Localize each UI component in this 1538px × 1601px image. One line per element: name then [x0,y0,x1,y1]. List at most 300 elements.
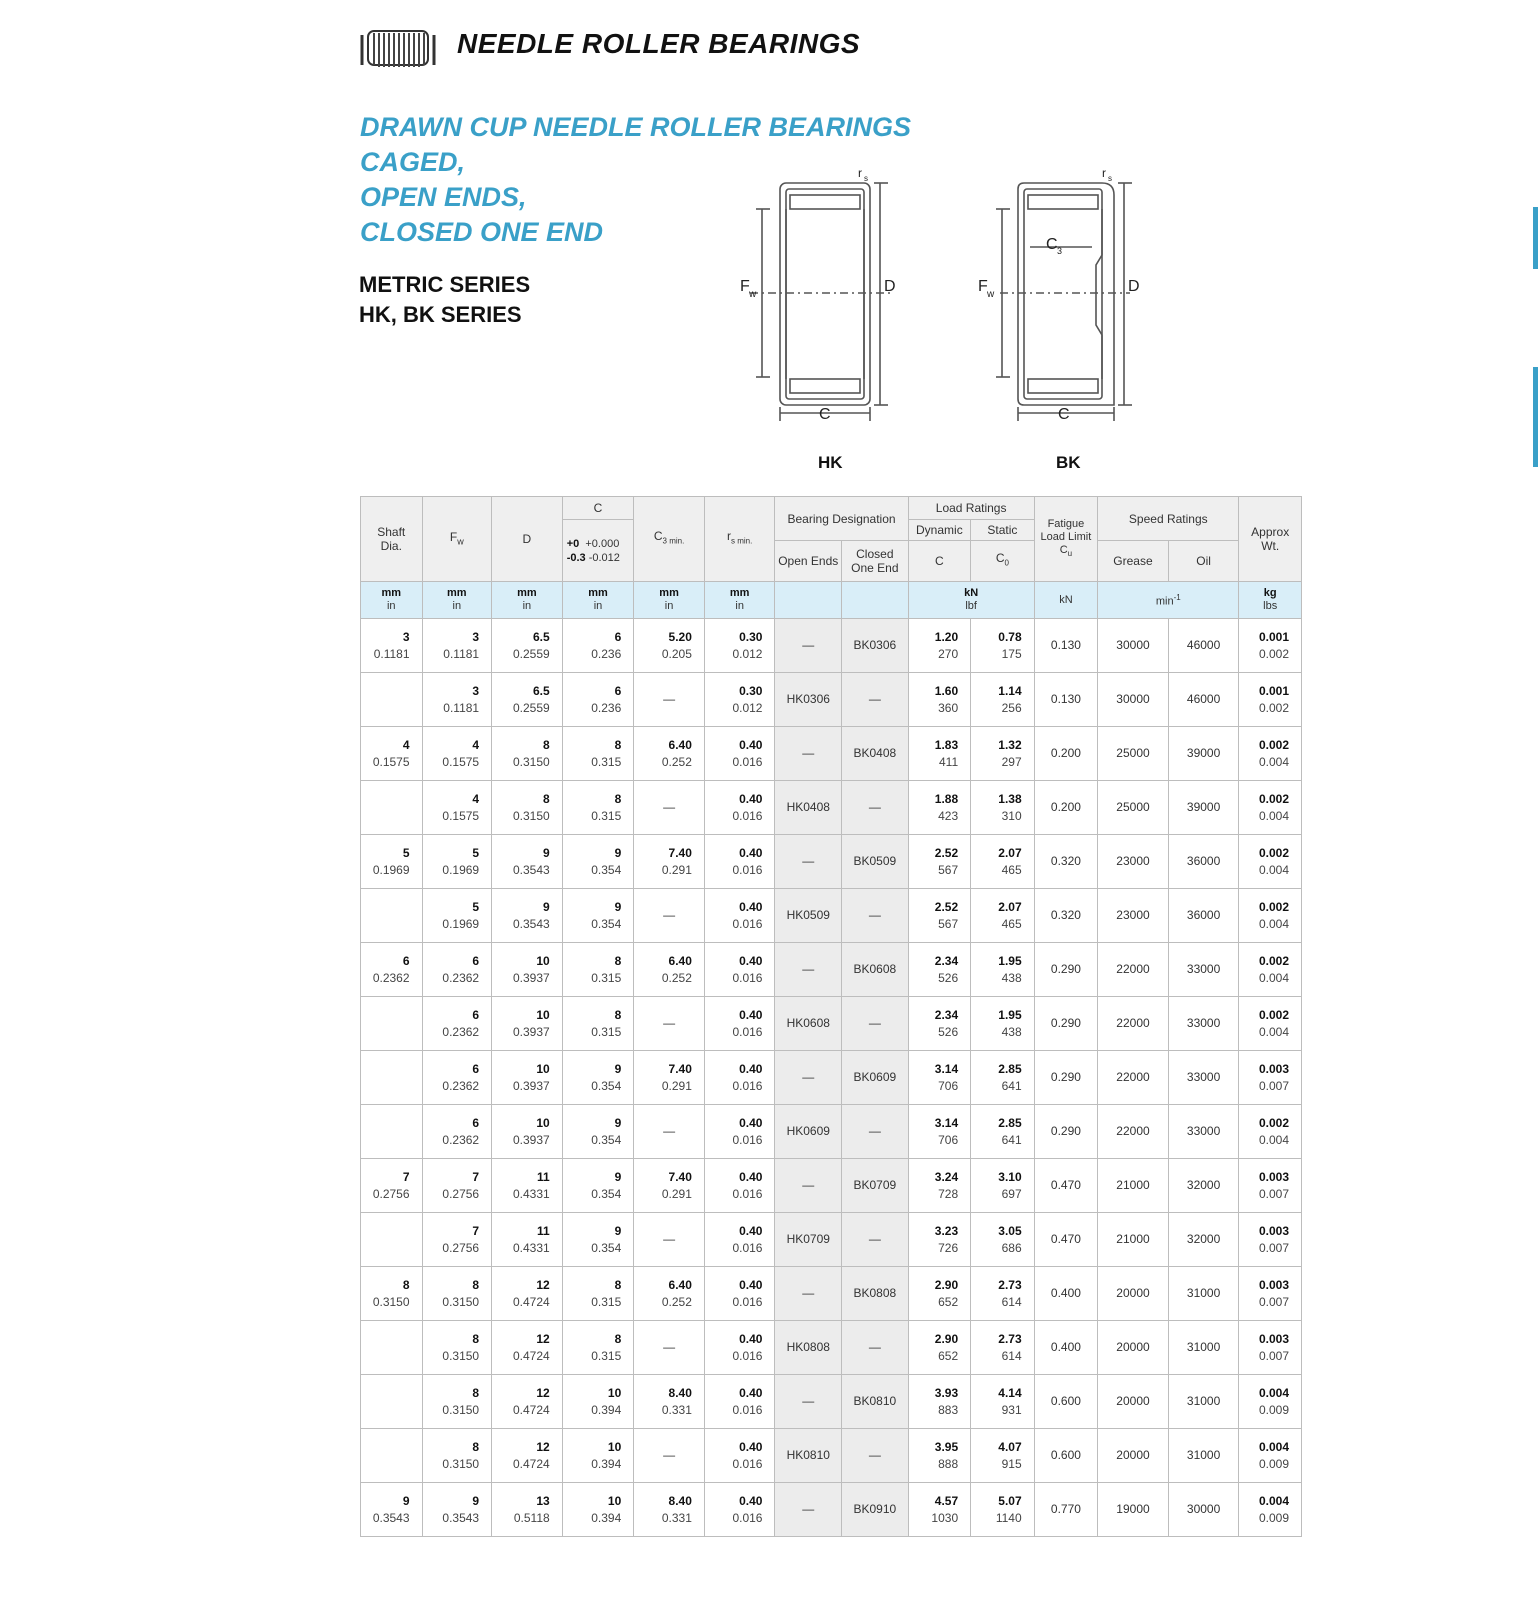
table-row [361,1375,1302,1429]
cell-stat: 2.73 614 [971,1321,1035,1375]
cell-c: 9 0.354 [562,1105,634,1159]
series-line: METRIC SERIES [359,272,531,297]
cell-d: 6.5 0.2559 [492,673,563,727]
hk-diagram [750,183,890,421]
cell-d: 9 0.3543 [492,835,563,889]
cell-c3: 7.40 0.291 [634,1051,705,1105]
col-header-fatigue: Fatigue Load Limit $C_u$ [1034,497,1098,582]
cell-d: 11 0.4331 [492,1213,563,1267]
cell-c3: 7.40 0.291 [634,1159,705,1213]
cell-shaft: 3 0.1181 [361,619,423,673]
cell-cu: 0.470 [1034,1159,1098,1213]
cell-shaft: 4 0.1575 [361,727,423,781]
cell-c: 9 0.354 [562,1159,634,1213]
cell-shaft [361,997,423,1051]
col-header-c3: $C_{3 min.}$ [634,497,705,582]
cell-shaft [361,889,423,943]
cell-d: 9 0.3543 [492,889,563,943]
cell-grease: 25000 [1098,727,1169,781]
bearing-table [360,496,1302,1537]
cell-c3: — [634,781,705,835]
cell-closed: — [842,1213,909,1267]
cell-wt: 0.004 0.009 [1239,1375,1302,1429]
cell-wt: 0.002 0.004 [1239,943,1302,997]
cell-closed: — [842,781,909,835]
col-header-bearing-designation: Bearing Designation [775,497,908,541]
cell-c3: 6.40 0.252 [634,727,705,781]
cell-dyn: 2.34 526 [908,943,971,997]
cell-open: — [775,1483,842,1537]
cell-stat: 1.14 256 [971,673,1035,727]
cell-wt: 0.003 0.007 [1239,1051,1302,1105]
cell-dyn: 1.60 360 [908,673,971,727]
cell-grease: 23000 [1098,835,1169,889]
cell-c3: — [634,1429,705,1483]
cell-grease: 20000 [1098,1267,1169,1321]
cell-grease: 23000 [1098,889,1169,943]
cell-oil: 46000 [1168,619,1239,673]
cell-shaft [361,1375,423,1429]
cell-d: 8 0.3150 [492,727,563,781]
cell-open: — [775,727,842,781]
cell-d: 11 0.4331 [492,1159,563,1213]
cell-oil: 30000 [1168,1483,1239,1537]
cell-grease: 20000 [1098,1375,1169,1429]
cell-c: 8 0.315 [562,781,634,835]
cell-grease: 21000 [1098,1213,1169,1267]
cell-c: 10 0.394 [562,1429,634,1483]
cell-cu: 0.200 [1034,727,1098,781]
cell-shaft: 9 0.3543 [361,1483,423,1537]
cell-stat: 4.14 931 [971,1375,1035,1429]
cell-fw: 4 0.1575 [422,781,492,835]
unit-cell: mm in [562,582,634,619]
cell-grease: 20000 [1098,1429,1169,1483]
cell-dyn: 3.24 728 [908,1159,971,1213]
cell-dyn: 2.52 567 [908,889,971,943]
cell-stat: 2.85 641 [971,1105,1035,1159]
cell-shaft: 6 0.2362 [361,943,423,997]
cell-wt: 0.003 0.007 [1239,1213,1302,1267]
unit-cell [775,582,842,619]
cell-wt: 0.003 0.007 [1239,1159,1302,1213]
bk-c3-label: C [1046,236,1058,253]
cell-c: 9 0.354 [562,1051,634,1105]
edge-marker [1533,207,1538,269]
unit-cell: mm in [361,582,423,619]
cell-oil: 36000 [1168,889,1239,943]
table-row [361,997,1302,1051]
col-header-c-tolerance: +0 +0.000 -0.3 -0.012 [562,520,634,582]
col-header-approx-wt: Approx Wt. [1239,497,1302,582]
cell-fw: 4 0.1575 [422,727,492,781]
cell-c: 9 0.354 [562,1213,634,1267]
cell-stat: 3.05 686 [971,1213,1035,1267]
cell-c3: 7.40 0.291 [634,835,705,889]
cell-fw: 5 0.1969 [422,889,492,943]
col-header-speed-ratings: Speed Ratings [1098,497,1239,541]
cell-c3: — [634,1321,705,1375]
col-header-d: D [492,497,563,582]
cell-dyn: 1.20 270 [908,619,971,673]
cell-rs: 0.40 0.016 [704,835,775,889]
cell-open: HK0609 [775,1105,842,1159]
cell-dyn: 1.88 423 [908,781,971,835]
cell-cu: 0.600 [1034,1429,1098,1483]
cell-stat: 0.78 175 [971,619,1035,673]
cell-stat: 2.07 465 [971,889,1035,943]
cell-oil: 31000 [1168,1429,1239,1483]
cell-c: 6 0.236 [562,619,634,673]
cell-c3: — [634,1213,705,1267]
unit-cell: $\min^{-1}$ [1098,582,1239,619]
cell-wt: 0.003 0.007 [1239,1321,1302,1375]
cell-wt: 0.002 0.004 [1239,997,1302,1051]
col-header-shaft: Shaft Dia. [361,497,423,582]
cell-c3: 5.20 0.205 [634,619,705,673]
cell-fw: 6 0.2362 [422,1105,492,1159]
bk-diagram [996,183,1132,421]
cell-grease: 19000 [1098,1483,1169,1537]
cell-fw: 3 0.1181 [422,619,492,673]
cell-wt: 0.001 0.002 [1239,619,1302,673]
cell-c3: 6.40 0.252 [634,943,705,997]
col-header-rs: $r_{s min.}$ [704,497,775,582]
cell-wt: 0.002 0.004 [1239,889,1302,943]
unit-cell: mm in [492,582,563,619]
col-header-dyn-symbol: C [908,541,971,582]
cell-open: HK0408 [775,781,842,835]
cell-d: 10 0.3937 [492,943,563,997]
cell-wt: 0.004 0.009 [1239,1483,1302,1537]
cell-shaft [361,1105,423,1159]
cell-c: 9 0.354 [562,835,634,889]
cell-open: HK0808 [775,1321,842,1375]
cell-closed: BK0709 [842,1159,909,1213]
col-header-fw: $F_w$ [422,497,492,582]
cell-rs: 0.40 0.016 [704,1429,775,1483]
cell-dyn: 2.34 526 [908,997,971,1051]
unit-cell: mm in [704,582,775,619]
cell-closed: BK0306 [842,619,909,673]
bk-rs-label: r [1102,166,1106,180]
cell-c: 10 0.394 [562,1483,634,1537]
cell-wt: 0.004 0.009 [1239,1429,1302,1483]
hk-c-label: C [819,406,831,423]
cell-stat: 2.85 641 [971,1051,1035,1105]
cell-cu: 0.770 [1034,1483,1098,1537]
cell-d: 13 0.5118 [492,1483,563,1537]
table-row [361,781,1302,835]
table-row [361,1159,1302,1213]
cell-cu: 0.320 [1034,889,1098,943]
unit-cell: mm in [634,582,705,619]
cell-d: 10 0.3937 [492,1051,563,1105]
cell-oil: 31000 [1168,1267,1239,1321]
cell-dyn: 3.95 888 [908,1429,971,1483]
table-row [361,889,1302,943]
cell-open: HK0709 [775,1213,842,1267]
cell-closed: BK0509 [842,835,909,889]
cell-wt: 0.003 0.007 [1239,1267,1302,1321]
cell-stat: 5.07 1140 [971,1483,1035,1537]
cell-c: 8 0.315 [562,997,634,1051]
cell-dyn: 2.90 652 [908,1267,971,1321]
series-block [359,270,530,330]
cell-shaft: 7 0.2756 [361,1159,423,1213]
cell-shaft [361,781,423,835]
cell-c: 8 0.315 [562,1321,634,1375]
table-row [361,1105,1302,1159]
cell-fw: 3 0.1181 [422,673,492,727]
cell-grease: 22000 [1098,1105,1169,1159]
cell-fw: 6 0.2362 [422,943,492,997]
cell-cu: 0.400 [1034,1267,1098,1321]
cell-d: 12 0.4724 [492,1321,563,1375]
cell-closed: — [842,1321,909,1375]
cell-oil: 33000 [1168,997,1239,1051]
hk-label: HK [818,453,843,472]
hk-fw-label: F [740,278,750,295]
cell-rs: 0.40 0.016 [704,1375,775,1429]
cell-cu: 0.130 [1034,619,1098,673]
cell-grease: 22000 [1098,997,1169,1051]
cell-rs: 0.40 0.016 [704,1267,775,1321]
cell-grease: 30000 [1098,619,1169,673]
cell-stat: 1.32 297 [971,727,1035,781]
cell-rs: 0.40 0.016 [704,1051,775,1105]
cell-cu: 0.290 [1034,1105,1098,1159]
table-row [361,619,1302,673]
cell-rs: 0.40 0.016 [704,1105,775,1159]
cell-rs: 0.40 0.016 [704,1213,775,1267]
cell-shaft: 5 0.1969 [361,835,423,889]
cell-open: — [775,1267,842,1321]
cell-c: 9 0.354 [562,889,634,943]
cell-cu: 0.600 [1034,1375,1098,1429]
bk-rs-sub: s [1108,174,1112,183]
cell-oil: 31000 [1168,1375,1239,1429]
series-line: HK, BK SERIES [359,302,522,327]
cell-shaft [361,1051,423,1105]
table-row [361,943,1302,997]
cell-wt: 0.002 0.004 [1239,781,1302,835]
cell-grease: 20000 [1098,1321,1169,1375]
table-row [361,1429,1302,1483]
cell-closed: BK0910 [842,1483,909,1537]
cell-fw: 8 0.3150 [422,1375,492,1429]
bk-fw-label: F [978,278,988,295]
bk-label: BK [1056,453,1081,472]
cell-c: 8 0.315 [562,943,634,997]
cell-cu: 0.470 [1034,1213,1098,1267]
cell-d: 6.5 0.2559 [492,619,563,673]
cell-closed: BK0608 [842,943,909,997]
bk-c3-sub: 3 [1057,246,1063,256]
cell-wt: 0.002 0.004 [1239,835,1302,889]
cell-closed: — [842,889,909,943]
page-title: NEEDLE ROLLER BEARINGS [457,28,861,59]
cell-closed: — [842,997,909,1051]
cell-dyn: 4.57 1030 [908,1483,971,1537]
needle-bearing-icon [360,25,436,71]
unit-cell [842,582,909,619]
cell-c3: 8.40 0.331 [634,1375,705,1429]
cell-open: HK0509 [775,889,842,943]
cell-c3: — [634,889,705,943]
cell-oil: 39000 [1168,781,1239,835]
cell-fw: 6 0.2362 [422,1051,492,1105]
cell-closed: BK0609 [842,1051,909,1105]
cell-open: — [775,619,842,673]
cell-fw: 7 0.2756 [422,1213,492,1267]
cell-stat: 2.07 465 [971,835,1035,889]
cell-c3: 8.40 0.331 [634,1483,705,1537]
cell-stat: 3.10 697 [971,1159,1035,1213]
cell-d: 12 0.4724 [492,1267,563,1321]
cell-cu: 0.130 [1034,673,1098,727]
edge-marker [1533,367,1538,467]
bearing-diagrams [740,165,1180,485]
hk-rs-label: r [858,166,862,180]
cell-d: 12 0.4724 [492,1375,563,1429]
cell-stat: 2.73 614 [971,1267,1035,1321]
table-row [361,1321,1302,1375]
bk-d-label: D [1128,278,1140,295]
col-header-oil: Oil [1168,541,1239,582]
unit-cell: mm in [422,582,492,619]
cell-c: 6 0.236 [562,673,634,727]
cell-grease: 21000 [1098,1159,1169,1213]
cell-stat: 1.38 310 [971,781,1035,835]
cell-shaft [361,1321,423,1375]
cell-oil: 36000 [1168,835,1239,889]
cell-c3: — [634,1105,705,1159]
cell-rs: 0.40 0.016 [704,1159,775,1213]
cell-dyn: 3.14 706 [908,1105,971,1159]
cell-dyn: 3.14 706 [908,1051,971,1105]
cell-fw: 8 0.3150 [422,1267,492,1321]
unit-cell: kN [1034,582,1098,619]
cell-d: 10 0.3937 [492,1105,563,1159]
hk-rs-sub: s [864,174,868,183]
cell-dyn: 3.23 726 [908,1213,971,1267]
cell-dyn: 2.52 567 [908,835,971,889]
cell-closed: — [842,1429,909,1483]
unit-cell: kg lbs [1239,582,1302,619]
col-header-static: Static [971,520,1035,541]
table-row [361,727,1302,781]
cell-c: 8 0.315 [562,727,634,781]
units-row [361,582,1302,619]
col-header-dynamic: Dynamic [908,520,971,541]
table-row [361,835,1302,889]
hk-fw-sub: w [749,289,757,300]
cell-open: HK0608 [775,997,842,1051]
cell-rs: 0.40 0.016 [704,889,775,943]
hk-d-label: D [884,278,896,295]
cell-fw: 5 0.1969 [422,835,492,889]
table-row [361,1051,1302,1105]
cell-fw: 6 0.2362 [422,997,492,1051]
cell-shaft [361,1213,423,1267]
cell-rs: 0.30 0.012 [704,619,775,673]
cell-d: 8 0.3150 [492,781,563,835]
cell-rs: 0.40 0.016 [704,943,775,997]
bk-fw-sub: w [987,289,995,300]
cell-d: 12 0.4724 [492,1429,563,1483]
cell-open: — [775,1375,842,1429]
cell-fw: 8 0.3150 [422,1321,492,1375]
cell-oil: 33000 [1168,1105,1239,1159]
cell-fw: 8 0.3150 [422,1429,492,1483]
bk-c-label: C [1058,406,1070,423]
cell-grease: 25000 [1098,781,1169,835]
table-row [361,1213,1302,1267]
cell-dyn: 3.93 883 [908,1375,971,1429]
cell-oil: 33000 [1168,1051,1239,1105]
cell-oil: 31000 [1168,1321,1239,1375]
cell-rs: 0.40 0.016 [704,997,775,1051]
cell-stat: 4.07 915 [971,1429,1035,1483]
cell-oil: 32000 [1168,1159,1239,1213]
col-header-open-ends: Open Ends [775,541,842,582]
cell-open: — [775,1159,842,1213]
cell-cu: 0.400 [1034,1321,1098,1375]
table-row [361,673,1302,727]
subtitle-line: OPEN ENDS, [360,182,527,212]
cell-stat: 1.95 438 [971,997,1035,1051]
subtitle-line: DRAWN CUP NEEDLE ROLLER BEARINGS [360,112,912,142]
cell-oil: 33000 [1168,943,1239,997]
cell-fw: 9 0.3543 [422,1483,492,1537]
cell-grease: 22000 [1098,943,1169,997]
cell-grease: 30000 [1098,673,1169,727]
cell-oil: 39000 [1168,727,1239,781]
cell-c3: — [634,997,705,1051]
cell-closed: BK0808 [842,1267,909,1321]
cell-c: 10 0.394 [562,1375,634,1429]
table-row [361,1267,1302,1321]
cell-rs: 0.40 0.016 [704,781,775,835]
col-header-grease: Grease [1098,541,1169,582]
cell-grease: 22000 [1098,1051,1169,1105]
cell-open: HK0306 [775,673,842,727]
cell-closed: BK0408 [842,727,909,781]
cell-fw: 7 0.2756 [422,1159,492,1213]
cell-oil: 32000 [1168,1213,1239,1267]
cell-rs: 0.40 0.016 [704,1483,775,1537]
col-header-load-ratings: Load Ratings [908,497,1034,520]
cell-open: HK0810 [775,1429,842,1483]
cell-c3: — [634,673,705,727]
cell-open: — [775,1051,842,1105]
cell-c3: 6.40 0.252 [634,1267,705,1321]
cell-d: 10 0.3937 [492,997,563,1051]
col-header-c: C [562,497,634,520]
cell-open: — [775,943,842,997]
cell-dyn: 2.90 652 [908,1321,971,1375]
cell-dyn: 1.83 411 [908,727,971,781]
col-header-closed-one-end: Closed One End [842,541,909,582]
cell-shaft [361,673,423,727]
table-row [361,1483,1302,1537]
subtitle-line: CAGED, [360,147,466,177]
cell-open: — [775,835,842,889]
cell-rs: 0.40 0.016 [704,727,775,781]
cell-closed: — [842,673,909,727]
subtitle-line: CLOSED ONE END [360,217,604,247]
